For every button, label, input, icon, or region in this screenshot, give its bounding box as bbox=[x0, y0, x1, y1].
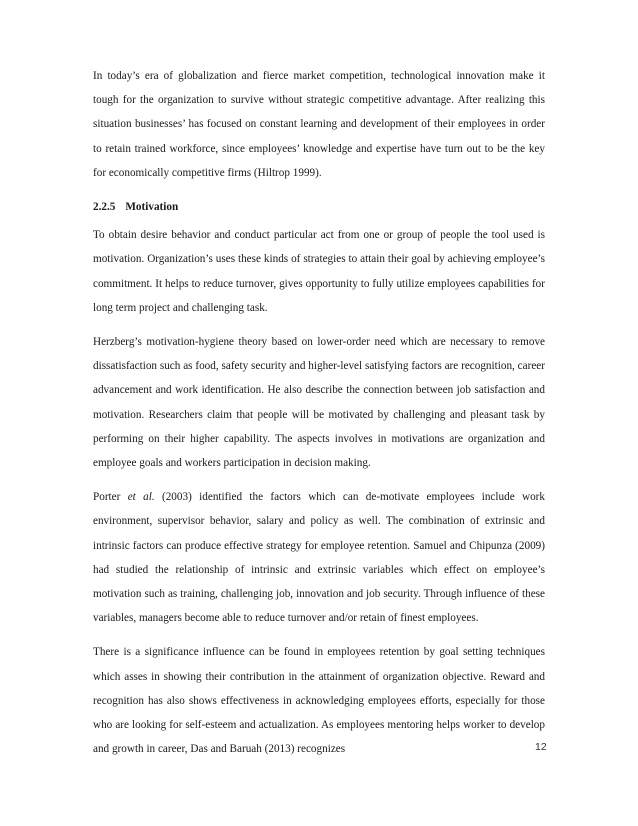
paragraph-motivation-definition: To obtain desire behavior and conduct particular act from one or group of people the tool used is motivation. Organization’s uses these kinds of strategies to attain their goal by achieving employee’s commitment. It helps to reduce turnover, gives opportunity to fully utilize employees capabilities for long term project and challenging task. bbox=[93, 229, 545, 314]
porter-text: (2003) identified the factors which can de-motivate employees include work environment, supervisor behavior, salary and policy as well. The combination of extrinsic and intrinsic factors can produce effective strategy for employee retention. Samuel and Chipunza (2009) had studied the relationship of intrinsic and extrinsic variables which effect on employee’s motivation such as training, challenging job, innovation and job security. Through influence of these variables, managers become able to reduce turnover and/or retain of finest employees. bbox=[93, 491, 546, 625]
page-content bbox=[93, 64, 545, 771]
paragraph-porter bbox=[93, 485, 545, 630]
porter-etal: et al. bbox=[127, 491, 155, 504]
section-title: Motivation bbox=[125, 201, 179, 214]
porter-author: Porter bbox=[93, 491, 128, 504]
paragraph-herzberg: Herzberg’s motivation-hygiene theory based on lower-order need which are necessary to remove dissatisfaction such as food, safety security and higher-level satisfying factors are recognition, career advancement and work identification. He also describe the connection between job satisfaction and motivation. Researchers claim that people will be motivated by challenging and pleasant task by performing on their higher capability. The aspects involves in motivations are organization and employee goals and workers participation in decision making. bbox=[93, 336, 545, 470]
paragraph-globalization: In today’s era of globalization and fierce market competition, technological innovation make it tough for the organization to survive without strategic competitive advantage. After realizing this situation businesses’ has focused on constant learning and development of their employees in order to retain trained workforce, since employees’ knowledge and expertise have turn out to be the key for economically competitive firms (Hiltrop 1999). bbox=[93, 70, 545, 179]
paragraph-goal-setting: There is a significance influence can be found in employees retention by goal setting techniques which asses in showing their contribution in the attainment of organization objective. Reward and recognition has also shows effectiveness in acknowledging employees efforts, especially for those who are looking for self-esteem and actualization. As employees mentoring helps worker to develop and growth in career, Das and Baruah (2013) recognizes bbox=[93, 646, 545, 756]
section-number: 2.2.5 bbox=[93, 201, 116, 214]
page-number: 12 bbox=[535, 741, 547, 753]
section-heading bbox=[93, 195, 545, 219]
